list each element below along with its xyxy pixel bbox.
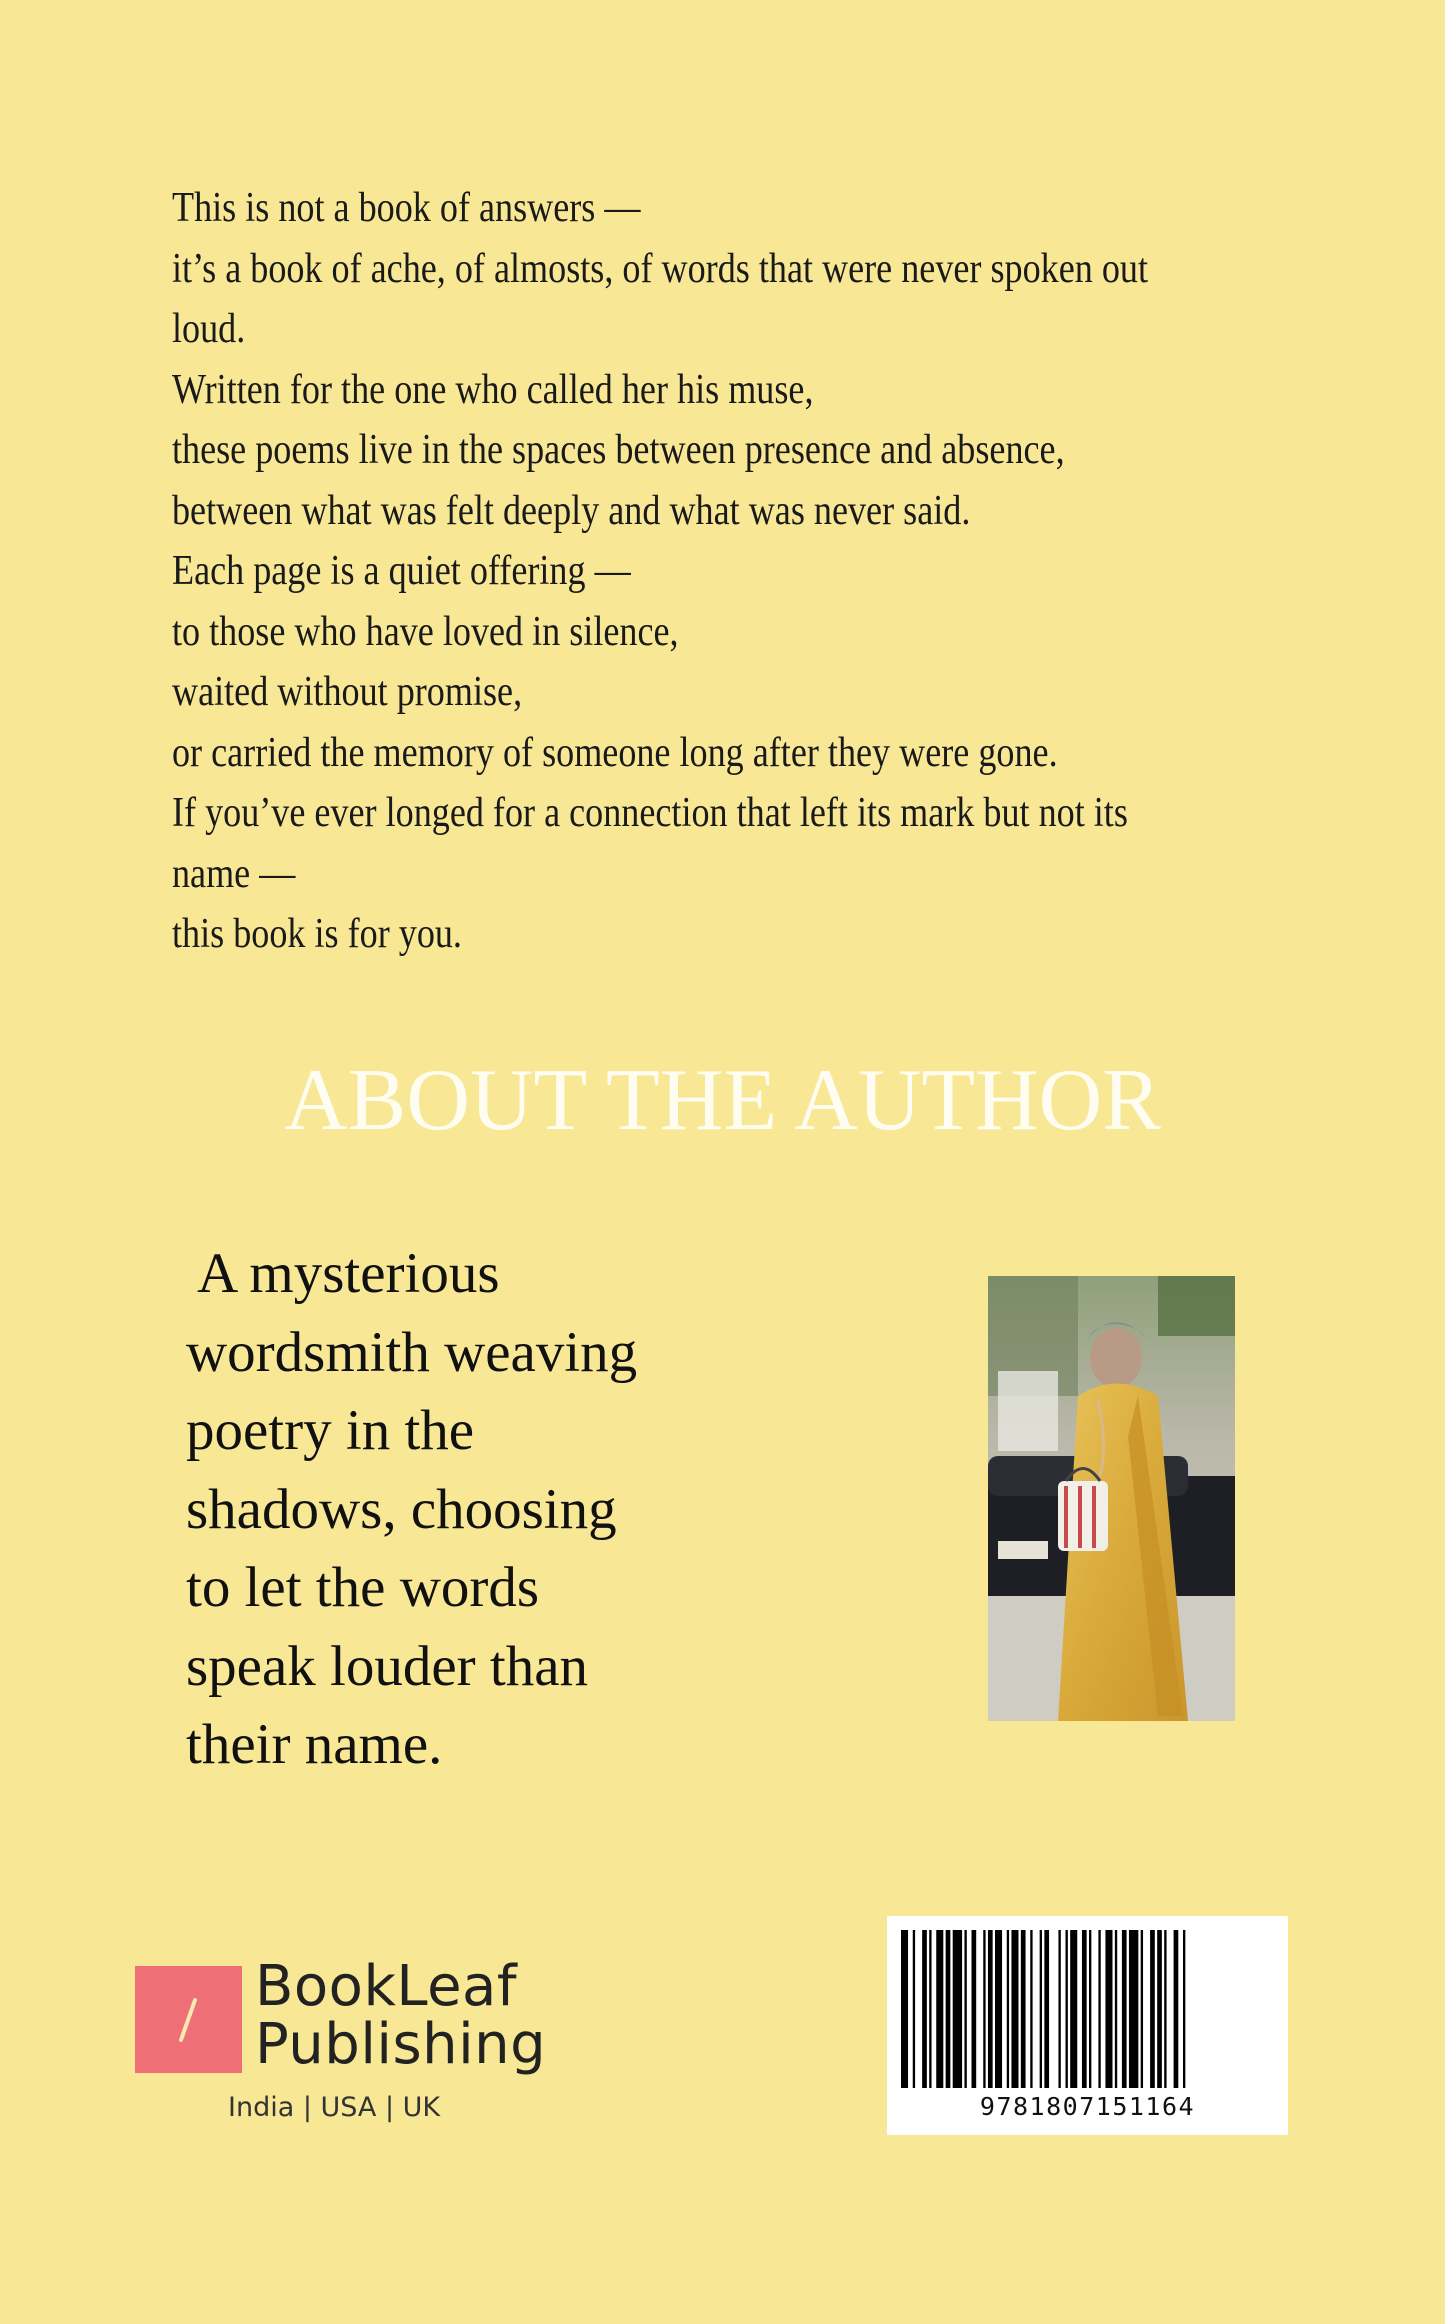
isbn-number: 9781807151164 — [979, 2092, 1196, 2121]
barcode-bar — [922, 1930, 927, 2088]
barcode-bar — [1058, 1930, 1060, 2088]
barcode-bar — [988, 1930, 993, 2088]
blurb-line: name — — [172, 850, 296, 897]
barcode-bar — [1150, 1930, 1155, 2088]
publisher-name-line2: Publishing — [255, 2012, 547, 2077]
barcode-bar — [1082, 1930, 1087, 2088]
publisher-name-line1: BookLeaf — [255, 1954, 518, 2019]
blurb-line: loud. — [172, 306, 246, 352]
author-bio-line: speak louder than — [186, 1634, 589, 1698]
barcode-bar — [1044, 1930, 1049, 2088]
barcode-bar — [1040, 1930, 1042, 2088]
barcode-bar — [1164, 1930, 1166, 2088]
author-photo-illustration — [988, 1276, 1235, 1721]
author-bio-line: their name. — [186, 1713, 443, 1776]
blurb-line: between what was felt deeply and what was never said. — [172, 487, 971, 534]
author-bio-line: poetry in the — [186, 1399, 475, 1462]
barcode-bar — [1089, 1930, 1091, 2088]
barcode-bar — [1141, 1930, 1143, 2088]
barcode-bar — [1115, 1930, 1117, 2088]
barcode-bar — [983, 1930, 985, 2088]
barcode-bar — [1011, 1930, 1018, 2088]
back-cover-blurb — [172, 178, 1149, 965]
blurb-line: Written for the one who called her his muse, — [172, 366, 814, 413]
barcode-bar — [1105, 1930, 1112, 2088]
blurb-line: to those who have loved in silence, — [172, 608, 679, 655]
blurb-line: This is not a book of answers — — [172, 185, 641, 231]
about-the-author-heading: ABOUT THE AUTHOR — [284, 1052, 1161, 1149]
logo-slash-icon — [135, 1966, 242, 2073]
blurb-line: these poems live in the spaces between presence and absence, — [172, 427, 1065, 473]
barcode-bar — [913, 1930, 915, 2088]
author-bio-line: A mysterious — [186, 1242, 500, 1305]
blurb-line: it’s a book of ache, of almosts, of words that were never spoken out — [172, 245, 1149, 292]
isbn-barcode — [887, 1916, 1288, 2135]
barcode-bar — [953, 1930, 962, 2088]
barcode-bar — [995, 1930, 1002, 2088]
barcode-bar — [1070, 1930, 1077, 2088]
barcode-bar — [1007, 1930, 1009, 2088]
barcode-bar — [1030, 1930, 1032, 2088]
blurb-line: waited without promise, — [172, 669, 523, 715]
barcode-bar — [1066, 1930, 1068, 2088]
author-photo — [988, 1276, 1235, 1721]
barcode-bar — [929, 1930, 931, 2088]
barcode-bar — [1157, 1930, 1162, 2088]
blurb-line: If you’ve ever longed for a connection that left its mark but not its — [172, 790, 1128, 836]
author-bio — [186, 1235, 706, 1785]
author-bio-line: to let the words — [186, 1556, 540, 1619]
barcode-bar — [936, 1930, 943, 2088]
barcode-bar — [946, 1930, 951, 2088]
author-bio-line: shadows, choosing — [186, 1477, 617, 1541]
publisher-regions: India | USA | UK — [228, 2092, 441, 2123]
barcode-bar — [1183, 1930, 1185, 2088]
barcode-bars — [887, 1916, 1288, 2091]
barcode-bar — [1122, 1930, 1127, 2088]
barcode-bar — [1098, 1930, 1100, 2088]
barcode-bar — [1129, 1930, 1138, 2088]
barcode-bar — [1021, 1930, 1026, 2088]
barcode-bar — [972, 1930, 977, 2088]
barcode-bar — [901, 1930, 908, 2088]
blurb-line: or carried the memory of someone long after they were gone. — [172, 729, 1058, 776]
blurb-line: Each page is a quiet offering — — [172, 548, 631, 594]
barcode-bar — [964, 1930, 966, 2088]
barcode-bar — [1174, 1930, 1179, 2088]
author-bio-line: wordsmith weaving — [186, 1320, 638, 1384]
blurb-line: this book is for you. — [172, 911, 462, 957]
